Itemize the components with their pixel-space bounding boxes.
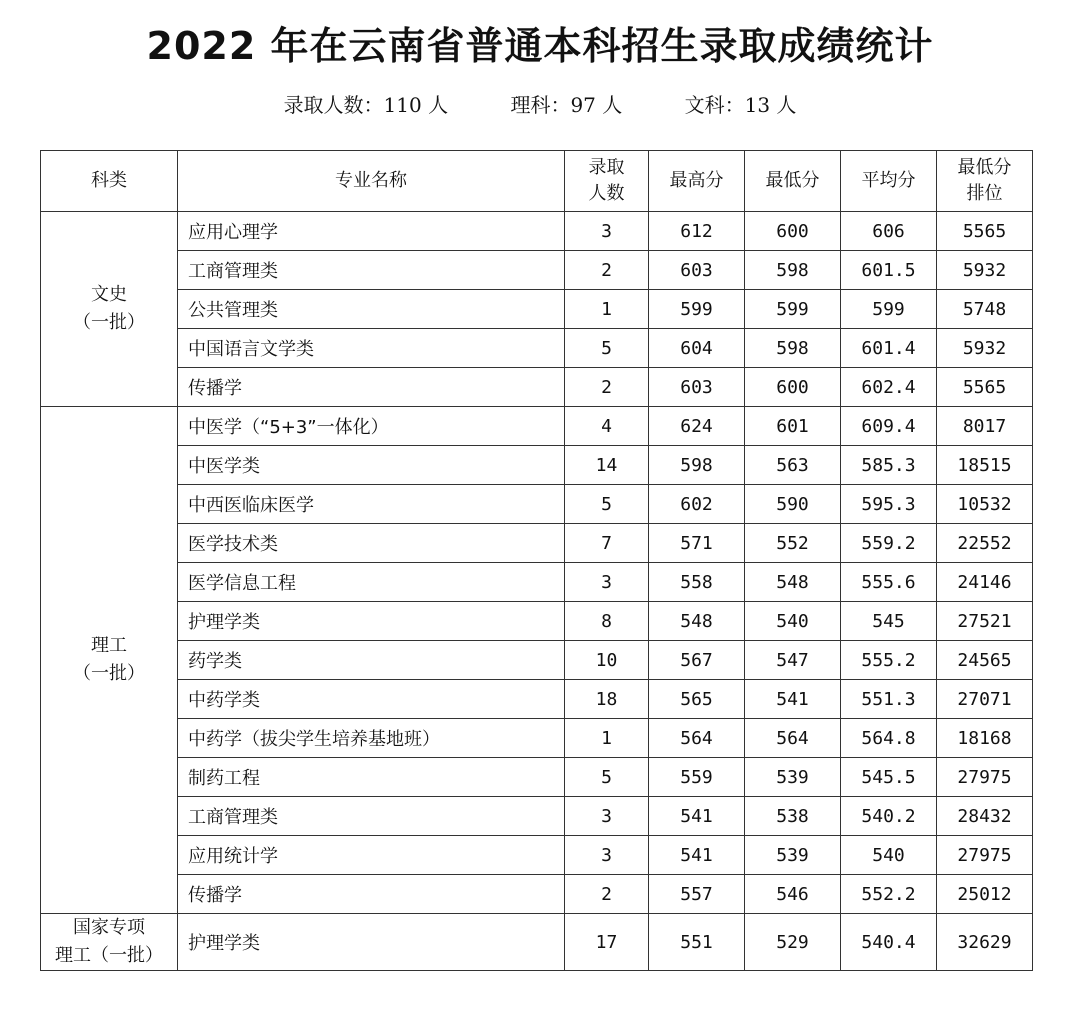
summary-total: 录取人数：110 人 [283, 93, 449, 117]
header-major: 专业名称 [178, 151, 565, 212]
major-cell: 中医学（“5+3”一体化） [178, 407, 565, 446]
rank-cell: 18168 [937, 719, 1033, 758]
avg-cell: 555.2 [841, 641, 937, 680]
avg-cell: 602.4 [841, 368, 937, 407]
table-row [41, 602, 1033, 641]
rank-cell: 24565 [937, 641, 1033, 680]
min-cell: 600 [745, 368, 841, 407]
rank-cell: 5565 [937, 368, 1033, 407]
major-cell: 中药学类 [178, 680, 565, 719]
max-cell: 567 [649, 641, 745, 680]
rank-cell: 22552 [937, 524, 1033, 563]
max-cell: 599 [649, 290, 745, 329]
rank-cell: 5932 [937, 329, 1033, 368]
count-cell: 5 [565, 485, 649, 524]
max-cell: 541 [649, 797, 745, 836]
table-row [41, 836, 1033, 875]
major-cell: 中药学（拔尖学生培养基地班） [178, 719, 565, 758]
table-row [41, 212, 1033, 251]
table-row [41, 680, 1033, 719]
avg-cell: 551.3 [841, 680, 937, 719]
count-cell: 8 [565, 602, 649, 641]
count-cell: 1 [565, 719, 649, 758]
header-min: 最低分 [745, 151, 841, 212]
rank-cell: 5748 [937, 290, 1033, 329]
major-cell: 制药工程 [178, 758, 565, 797]
summary-line [0, 90, 1080, 120]
rank-cell: 27521 [937, 602, 1033, 641]
max-cell: 612 [649, 212, 745, 251]
major-cell: 药学类 [178, 641, 565, 680]
avg-cell: 545.5 [841, 758, 937, 797]
rank-cell: 28432 [937, 797, 1033, 836]
table-row [41, 758, 1033, 797]
min-cell: 538 [745, 797, 841, 836]
min-cell: 598 [745, 251, 841, 290]
major-cell: 工商管理类 [178, 251, 565, 290]
rank-cell: 27975 [937, 836, 1033, 875]
table-row [41, 641, 1033, 680]
max-cell: 551 [649, 914, 745, 971]
avg-cell: 599 [841, 290, 937, 329]
table-row [41, 290, 1033, 329]
table-row [41, 368, 1033, 407]
min-cell: 539 [745, 758, 841, 797]
min-cell: 590 [745, 485, 841, 524]
min-cell: 548 [745, 563, 841, 602]
avg-cell: 540.2 [841, 797, 937, 836]
major-cell: 医学技术类 [178, 524, 565, 563]
max-cell: 598 [649, 446, 745, 485]
table-row [41, 875, 1033, 914]
table-row [41, 563, 1033, 602]
count-cell: 1 [565, 290, 649, 329]
min-cell: 552 [745, 524, 841, 563]
count-cell: 5 [565, 329, 649, 368]
min-cell: 541 [745, 680, 841, 719]
avg-cell: 540 [841, 836, 937, 875]
major-cell: 公共管理类 [178, 290, 565, 329]
max-cell: 603 [649, 251, 745, 290]
count-cell: 3 [565, 797, 649, 836]
table-row [41, 329, 1033, 368]
major-cell: 中医学类 [178, 446, 565, 485]
avg-cell: 552.2 [841, 875, 937, 914]
count-cell: 3 [565, 836, 649, 875]
rank-cell: 10532 [937, 485, 1033, 524]
count-cell: 14 [565, 446, 649, 485]
count-cell: 2 [565, 875, 649, 914]
avg-cell: 545 [841, 602, 937, 641]
count-cell: 2 [565, 368, 649, 407]
min-cell: 601 [745, 407, 841, 446]
table-row [41, 797, 1033, 836]
min-cell: 564 [745, 719, 841, 758]
table-row [41, 524, 1033, 563]
avg-cell: 595.3 [841, 485, 937, 524]
table-row [41, 719, 1033, 758]
count-cell: 7 [565, 524, 649, 563]
avg-cell: 601.4 [841, 329, 937, 368]
count-cell: 17 [565, 914, 649, 971]
rank-cell: 27975 [937, 758, 1033, 797]
count-cell: 3 [565, 212, 649, 251]
category-cell: 文史 （一批） [41, 212, 178, 407]
rank-cell: 5565 [937, 212, 1033, 251]
max-cell: 558 [649, 563, 745, 602]
avg-cell: 540.4 [841, 914, 937, 971]
header-count-label: 录取 人数 [588, 157, 625, 204]
rank-cell: 27071 [937, 680, 1033, 719]
major-cell: 中西医临床医学 [178, 485, 565, 524]
avg-cell: 606 [841, 212, 937, 251]
min-cell: 540 [745, 602, 841, 641]
major-cell: 护理学类 [178, 914, 565, 971]
min-cell: 563 [745, 446, 841, 485]
table-row [41, 485, 1033, 524]
table-row [41, 914, 1033, 971]
header-count [565, 151, 649, 212]
table-row [41, 407, 1033, 446]
avg-cell: 585.3 [841, 446, 937, 485]
count-cell: 3 [565, 563, 649, 602]
header-category: 科类 [41, 151, 178, 212]
max-cell: 571 [649, 524, 745, 563]
avg-cell: 609.4 [841, 407, 937, 446]
min-cell: 539 [745, 836, 841, 875]
count-cell: 10 [565, 641, 649, 680]
major-cell: 中国语言文学类 [178, 329, 565, 368]
min-cell: 598 [745, 329, 841, 368]
min-cell: 599 [745, 290, 841, 329]
min-cell: 529 [745, 914, 841, 971]
major-cell: 应用统计学 [178, 836, 565, 875]
min-cell: 600 [745, 212, 841, 251]
table-row [41, 446, 1033, 485]
avg-cell: 601.5 [841, 251, 937, 290]
max-cell: 541 [649, 836, 745, 875]
summary-arts: 文科：13 人 [684, 93, 797, 117]
major-cell: 护理学类 [178, 602, 565, 641]
avg-cell: 559.2 [841, 524, 937, 563]
major-cell: 医学信息工程 [178, 563, 565, 602]
admission-score-table [40, 150, 1033, 971]
count-cell: 4 [565, 407, 649, 446]
major-cell: 应用心理学 [178, 212, 565, 251]
rank-cell: 24146 [937, 563, 1033, 602]
category-cell: 理工 （一批） [41, 407, 178, 914]
max-cell: 548 [649, 602, 745, 641]
rank-cell: 8017 [937, 407, 1033, 446]
rank-cell: 32629 [937, 914, 1033, 971]
category-cell: 国家专项 理工（一批） [41, 914, 178, 971]
count-cell: 18 [565, 680, 649, 719]
max-cell: 604 [649, 329, 745, 368]
max-cell: 557 [649, 875, 745, 914]
min-cell: 546 [745, 875, 841, 914]
count-cell: 5 [565, 758, 649, 797]
major-cell: 传播学 [178, 368, 565, 407]
page-title: 2022 年在云南省普通本科招生录取成绩统计 [146, 24, 934, 68]
rank-cell: 25012 [937, 875, 1033, 914]
max-cell: 564 [649, 719, 745, 758]
avg-cell: 555.6 [841, 563, 937, 602]
header-rank-label: 最低分 排位 [957, 157, 1012, 204]
avg-cell: 564.8 [841, 719, 937, 758]
min-cell: 547 [745, 641, 841, 680]
max-cell: 559 [649, 758, 745, 797]
rank-cell: 18515 [937, 446, 1033, 485]
header-max: 最高分 [649, 151, 745, 212]
table-body [41, 212, 1033, 971]
count-cell: 2 [565, 251, 649, 290]
table-row [41, 251, 1033, 290]
max-cell: 565 [649, 680, 745, 719]
header-rank [937, 151, 1033, 212]
table-header-row [41, 151, 1033, 212]
rank-cell: 5932 [937, 251, 1033, 290]
major-cell: 工商管理类 [178, 797, 565, 836]
max-cell: 624 [649, 407, 745, 446]
max-cell: 603 [649, 368, 745, 407]
max-cell: 602 [649, 485, 745, 524]
major-cell: 传播学 [178, 875, 565, 914]
header-avg: 平均分 [841, 151, 937, 212]
summary-science: 理科：97 人 [510, 93, 623, 117]
